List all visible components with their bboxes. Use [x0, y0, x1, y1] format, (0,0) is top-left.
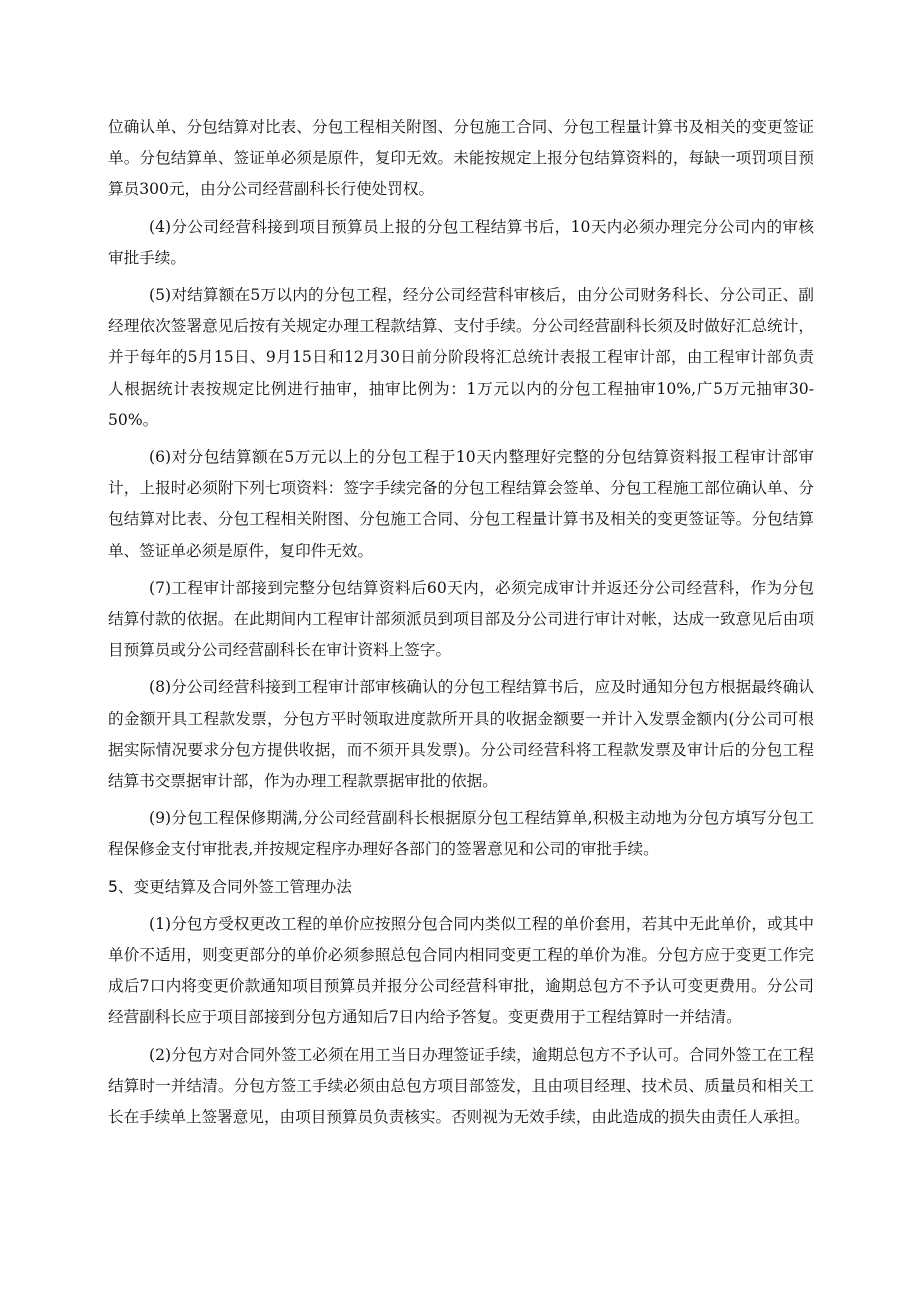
paragraph-continued: 位确认单、分包结算对比表、分包工程相关附图、分包施工合同、分包工程量计算书及相关的变更签证单。分包结算单、签证单必须是原件，复印无效。未能按规定上报分包结算资料的，每缺一项罚项目预算员300元，由分公司经营副科长行使处罚权。 [108, 118, 814, 199]
paragraph-item-8: (8)分公司经营科接到工程审计部审核确认的分包工程结算书后，应及时通知分包方根据最终确认的金额开具工程款发票，分包方平时领取进度款所开具的收据金额要一并计入发票金额内(分公司可根据实际情况要求分包方提供收据，而不须开具发票)。分公司经营科将工程款发票及审计后的分包工程结算书交票据审计部，作为办理工程款票据审批的依据。 [108, 678, 814, 791]
section-paragraph-2: (2)分包方对合同外签工必须在用工当日办理签证手续，逾期总包方不予认可。合同外签工在工程结算时一并结清。分包方签工手续必须由总包方项目部签发，且由项目经理、技术员、质量员和相关工长在手续单上签署意见，由项目预算员负责核实。否则视为无效手续，由此造成的损失由责任人承担。 [108, 1045, 814, 1127]
paragraph-item-7: (7)工程审计部接到完整分包结算资料后60天内，必须完成审计并返还分公司经营科，作为分包结算付款的依据。在此期间内工程审计部须派员到项目部及分公司进行审计对帐，达成一致意见后由项目预算员或分公司经营副科长在审计资料上签字。 [108, 578, 814, 660]
section-paragraph-1: (1)分包方受权更改工程的单价应按照分包合同内类似工程的单价套用，若其中无此单价，或其中单价不适用，则变更部分的单价必须参照总包合同内相同变更工程的单价为准。分包方应于变更工作完成后7口内将变更价款通知项目预算员并报分公司经营科审批，逾期总包方不予认可变更费用。分公司经营副科长应于项目部接到分包方通知后7日内给予答复。变更费用于工程结算时一并结清。 [108, 914, 814, 1027]
document-body [108, 112, 814, 1139]
paragraph-item-9: (9)分包工程保修期满,分公司经营副科长根据原分包工程结算单,积极主动地为分包方填写分包工程保修金支付审批表,并按规定程序办理好各部门的签署意见和公司的审批手续。 [108, 809, 814, 859]
section-heading: 5、变更结算及合同外签工管理办法 [108, 877, 352, 896]
paragraph-item-5: (5)对结算额在5万以内的分包工程，经分公司经营科审核后，由分公司财务科长、分公司正、副经理依次签署意见后按有关规定办理工程款结算、支付手续。分公司经营副科长须及时做好汇总统计，并于每年的5月15日、9月15日和12月30日前分阶段将汇总统计表报工程审计部，由工程审计部负责人根据统计表按规定比例进行抽审，抽审比例为：1万元以内的分包工程抽审10%,广5万元抽审30-50%。 [108, 286, 814, 429]
paragraph-item-4: (4)分公司经营科接到项目预算员上报的分包工程结算书后，10天内必须办理完分公司内的审核审批手续。 [108, 217, 814, 267]
paragraph-item-6: (6)对分包结算额在5万元以上的分包工程于10天内整理好完整的分包结算资料报工程审计部审计，上报时必须附下列七项资料：签字手续完备的分包工程结算会签单、分包工程施工部位确认单、分包结算对比表、分包工程相关附图、分包施工合同、分包工程量计算书及相关的变更签证等。分包结算单、签证单必须是原件，复印件无效。 [108, 448, 814, 560]
